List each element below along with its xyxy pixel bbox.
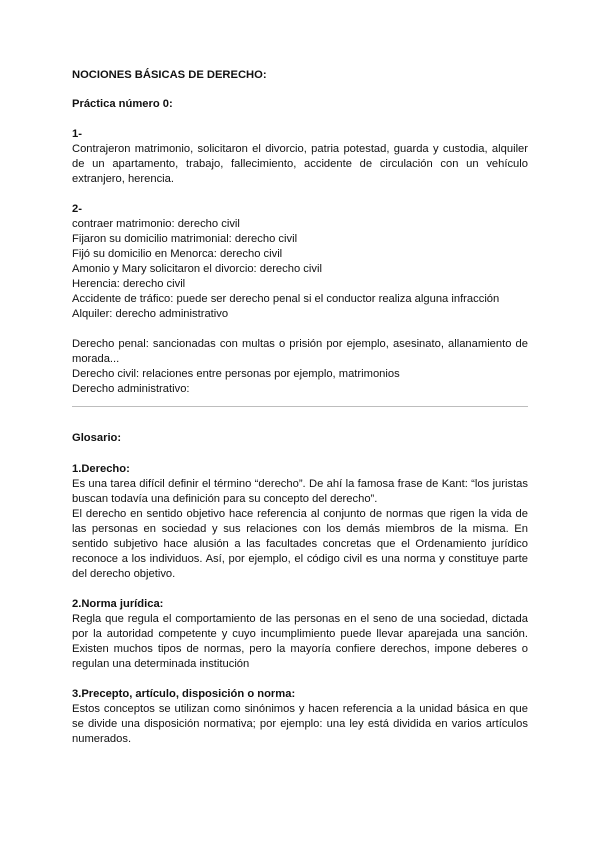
list-item: Alquiler: derecho administrativo bbox=[72, 308, 229, 320]
part-2-number: 2- bbox=[72, 203, 82, 215]
definition-civil: Derecho civil: relaciones entre personas por ejemplo, matrimonios bbox=[72, 368, 400, 380]
glossary-term: 1.Derecho: bbox=[72, 463, 130, 475]
part-2-list bbox=[72, 217, 528, 322]
list-item: Fijaron su domicilio matrimonial: derecho civil bbox=[72, 233, 298, 245]
practice-title: Práctica número 0: bbox=[72, 98, 173, 110]
glossary-entry-derecho bbox=[72, 462, 528, 582]
glossary-term: 3.Precepto, artículo, disposición o norma: bbox=[72, 688, 296, 700]
glossary-entry-norma-juridica bbox=[72, 597, 528, 672]
part-1-number: 1- bbox=[72, 128, 82, 140]
part-1-text: Contrajeron matrimonio, solicitaron el divorcio, patria potestad, guarda y custodia, alquiler de un apartamento, trabajo, fallecimiento, accidente de circulación con un vehículo extranjero, herencia. bbox=[72, 143, 528, 185]
section-divider bbox=[72, 406, 528, 407]
document-title: NOCIONES BÁSICAS DE DERECHO: bbox=[72, 69, 267, 81]
list-item: Accidente de tráfico: puede ser derecho penal si el conductor realiza alguna infracción bbox=[72, 293, 500, 305]
definition-penal: Derecho penal: sancionadas con multas o prisión por ejemplo, asesinato, allanamiento de morada... bbox=[72, 338, 528, 365]
list-item: Herencia: derecho civil bbox=[72, 278, 186, 290]
glossary-entry-precepto bbox=[72, 687, 528, 747]
definitions bbox=[72, 337, 528, 397]
glossary-paragraph: Es una tarea difícil definir el término “derecho”. De ahí la famosa frase de Kant: “los juristas buscan todavía una definición para su concepto del derecho”. bbox=[72, 478, 528, 505]
definition-administrativo: Derecho administrativo: bbox=[72, 383, 190, 395]
list-item: Amonio y Mary solicitaron el divorcio: derecho civil bbox=[72, 263, 322, 275]
list-item: contraer matrimonio: derecho civil bbox=[72, 218, 240, 230]
glossary-title: Glosario: bbox=[72, 432, 122, 444]
glossary-paragraph: Regla que regula el comportamiento de las personas en el seno de una sociedad, dictada por la autoridad competente y cuyo incumplimiento puede llevar aparejada una sanción. Existen muchos tipos de normas, pero la mayoría confiere derechos, impone deberes o regulan una determinada institución bbox=[72, 613, 528, 670]
document-page bbox=[72, 68, 528, 762]
part-2 bbox=[72, 202, 528, 322]
part-1 bbox=[72, 127, 528, 187]
glossary-paragraph: Estos conceptos se utilizan como sinónimos y hacen referencia a la unidad básica en que se divide una disposición normativa; por ejemplo: una ley está dividida en varios artículos numerados. bbox=[72, 703, 528, 745]
list-item: Fijó su domicilio en Menorca: derecho civil bbox=[72, 248, 283, 260]
glossary-paragraph: El derecho en sentido objetivo hace referencia al conjunto de normas que rigen la vida de las personas en sociedad y sus relaciones con los demás miembros de la misma. En sentido subjetivo hace alusión a las facultades concretas que el Ordenamiento jurídico reconoce a los individuos. Así, por ejemplo, el código civil es una norma y constituye parte del derecho objetivo. bbox=[72, 508, 528, 580]
glossary-term: 2.Norma jurídica: bbox=[72, 598, 164, 610]
